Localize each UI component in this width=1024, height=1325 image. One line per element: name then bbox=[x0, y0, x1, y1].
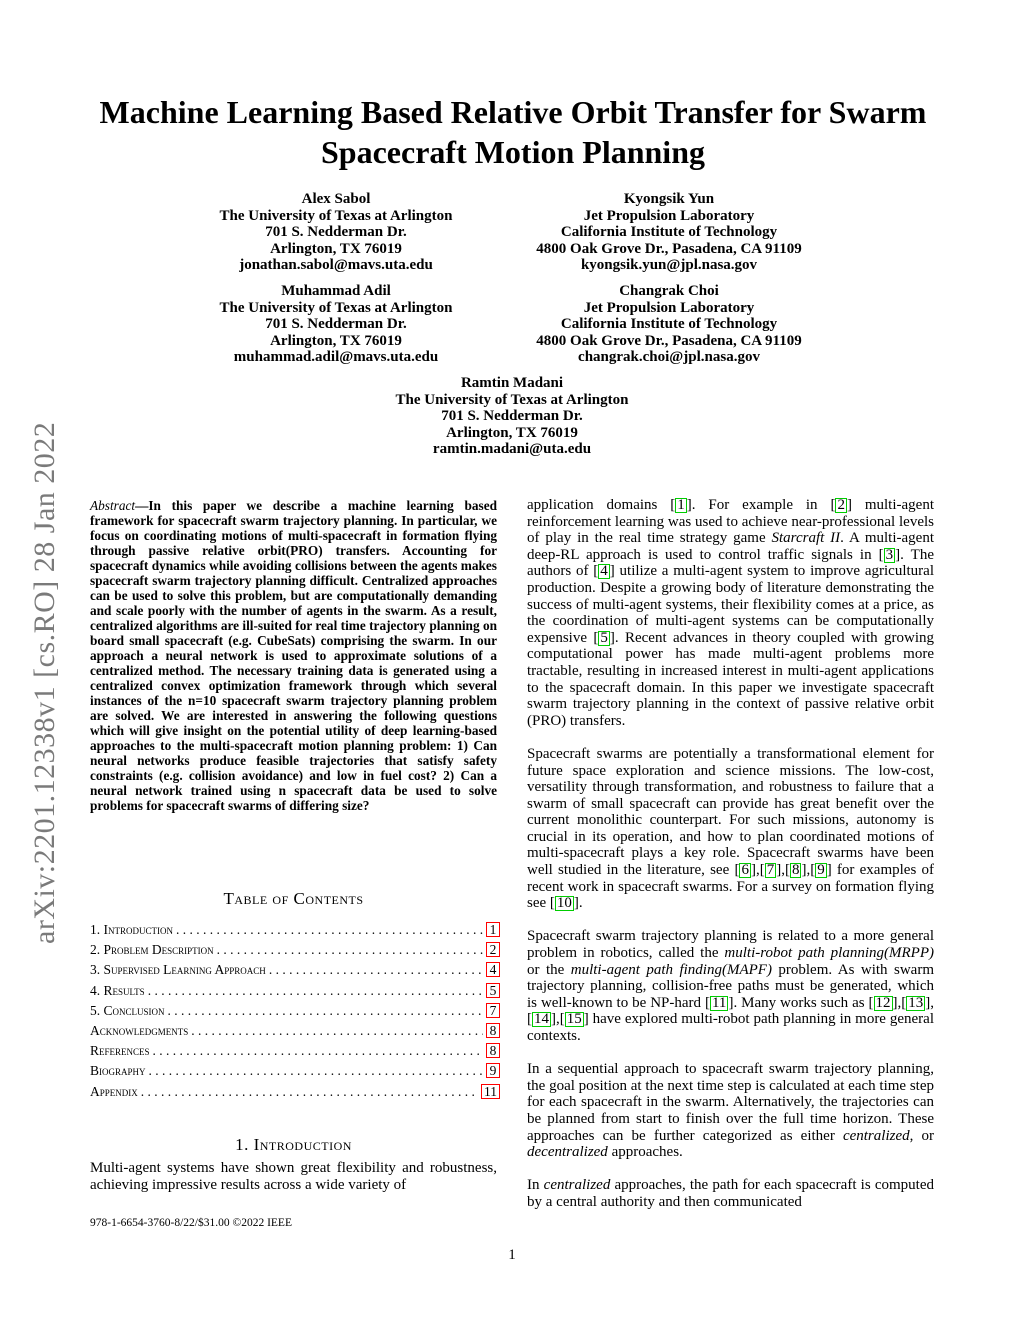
paragraph-sequential bbox=[527, 1061, 934, 1161]
toc-label: Appendix bbox=[90, 1083, 138, 1099]
term-mapf: multi-agent path finding(MAPF) bbox=[570, 961, 772, 978]
toc-page-link[interactable]: 8 bbox=[486, 1043, 500, 1058]
toc-leader bbox=[217, 940, 483, 960]
author-email: muhammad.adil@mavs.uta.edu bbox=[233, 349, 439, 366]
toc-label: 3. Supervised Learning Approach bbox=[90, 962, 266, 978]
term-centralized: centralized bbox=[842, 1127, 910, 1144]
introduction-paragraph: Multi-agent systems have shown great flexibility and robustness, achieving impressive results across a wide variety of bbox=[90, 1160, 497, 1193]
author-block-yun bbox=[509, 191, 829, 274]
term-centralized: centralized bbox=[543, 1177, 611, 1194]
citation-link[interactable]: 13 bbox=[908, 994, 924, 1011]
author-affiliation: Jet Propulsion Laboratory bbox=[583, 299, 755, 316]
toc-page-link[interactable]: 5 bbox=[486, 983, 500, 998]
toc-entry-introduction[interactable] bbox=[90, 920, 500, 940]
term-decentralized: decentralized bbox=[527, 1144, 608, 1161]
author-address: California Institute of Technology bbox=[560, 316, 778, 333]
text-run: , bbox=[781, 862, 785, 879]
author-address: Arlington, TX 76019 bbox=[446, 424, 578, 441]
page-number: 1 bbox=[508, 1247, 516, 1263]
author-affiliation: The University of Texas at Arlington bbox=[219, 299, 453, 316]
text-run: utilize a multi-agent system to improve agricultural production. Despite a growing body of literature demonstrating the success of multi-agent systems, their flexibility comes at a price, as the coordination of multi-agent systems can be computationally expensive bbox=[527, 563, 934, 646]
toc-page-link[interactable]: 9 bbox=[486, 1063, 500, 1078]
text-run: . Recent advances in theory coupled with growing computational power has made multi-agent problems more tractable, resulting in increased interest in multi-agent applications to the spacecraft domain. In this paper we investigate spacecraft swarm trajectory planning in the context of passive relative orbit (PRO) transfers. bbox=[527, 629, 934, 729]
citation-link[interactable]: 9 bbox=[817, 862, 825, 879]
text-run: , or bbox=[909, 1127, 934, 1144]
toc-page-link[interactable]: 7 bbox=[486, 1003, 500, 1018]
toc-leader bbox=[141, 1082, 478, 1102]
game-title: Starcraft II bbox=[771, 530, 841, 547]
author-address: California Institute of Technology bbox=[560, 224, 778, 241]
toc-page-link[interactable]: 4 bbox=[486, 962, 500, 977]
author-affiliation: The University of Texas at Arlington bbox=[219, 207, 453, 224]
citation-link[interactable]: 15 bbox=[566, 1011, 582, 1028]
text-run: , bbox=[897, 994, 902, 1011]
toc-entry-results[interactable] bbox=[90, 981, 500, 1001]
citation-link[interactable]: 3 bbox=[885, 546, 894, 563]
abstract-text: In this paper we describe a machine learning based framework for spacecraft swarm trajectory planning. In particular, we focus on coordinating motions of multi-spacecraft in formation flying through passive relative orbit(PRO) transfers. Accounting for spacecraft dynamics while avoiding collisions between the agents makes spacecraft swarm trajectory planning difficult. Centralized approaches can be used to solve this problem, but are computationally demanding and scale poorly with the number of agents in the swarm. As a result, centralized algorithms are ill-suited for real time trajectory planning on board small spacecraft (e.g. CubeSats) comprising the swarm. In our approach a neural network is used to approximate solutions of a centralized method. The necessary training data is generated using a centralized convex optimization framework through which several instances of the n=10 spacecraft swarm trajectory planning problem are solved. We are interested in answering the following questions which will give insight on the potential utility of deep learning-based approaches to the multi-spacecraft motion planning problem: 1) Can neural networks produce feasible trajectories that satisfy safety constraints (e.g. collision avoidance) and low in fuel cost? 2) Can a neural network trained using n spacecraft data be used to solve problems for spacecraft swarms of differing size? bbox=[90, 498, 497, 813]
toc-label: 2. Problem Description bbox=[90, 942, 214, 958]
toc-entry-references[interactable] bbox=[90, 1041, 500, 1061]
text-run: In bbox=[527, 1177, 544, 1194]
paragraph-centralized bbox=[527, 1177, 934, 1210]
text-run: , bbox=[806, 862, 811, 879]
author-address: 701 S. Nedderman Dr. bbox=[265, 224, 407, 241]
toc-leader bbox=[149, 1061, 483, 1081]
text-run: . A multi-agent deep-RL approach is used to control traffic signals in bbox=[527, 530, 934, 563]
section-heading-introduction: 1. Introduction bbox=[235, 1135, 352, 1154]
citation-link[interactable]: 5 bbox=[600, 629, 608, 646]
citation-link[interactable]: 8 bbox=[791, 862, 800, 879]
text-run: Spacecraft swarms are potentially a transformational element for future space exploration and science missions. The low-cost, versatility through transformation, and robustness to failure that a swarm of small spacecraft can provide has great benefit over the current monolithic counterpart. For such missions, autonomy is crucial in its operation, and how to plan coordinated motions of multi-spacecraft plays a key role. Spacecraft swarms have been well studied in the literature, see bbox=[527, 745, 934, 879]
toc-entry-conclusion[interactable] bbox=[90, 1001, 500, 1021]
author-email: kyongsik.yun@jpl.nasa.gov bbox=[580, 257, 758, 274]
right-column bbox=[527, 497, 934, 1227]
copyright-notice: 978-1-6654-3760-8/22/$31.00 ©2022 IEEE bbox=[90, 1217, 292, 1229]
author-email: jonathan.sabol@mavs.uta.edu bbox=[239, 257, 433, 274]
toc-entry-acknowledgments[interactable] bbox=[90, 1021, 500, 1041]
toc-heading: Table of Contents bbox=[223, 889, 364, 908]
text-run: problem. As with swarm trajectory planning, collision-free paths must be generated, which is well-known to be NP-hard bbox=[527, 961, 934, 1011]
text-run: . Many works such as bbox=[733, 994, 869, 1011]
author-email: changrak.choi@jpl.nasa.gov bbox=[578, 349, 760, 366]
abstract-dash: — bbox=[135, 498, 149, 513]
author-block-choi bbox=[509, 283, 829, 366]
citation-link[interactable]: 4 bbox=[600, 563, 608, 580]
text-run: , bbox=[930, 994, 935, 1011]
text-run: In a sequential approach to spacecraft swarm trajectory planning, the goal position at the next time step is calculated at each time step for each spacecraft in the swarm. Alternatively, the trajectories can be planned from start to finish over the full time horizon. These approaches can be further categorized as either bbox=[527, 1061, 934, 1144]
toc-leader bbox=[191, 1021, 483, 1041]
paragraph-path-planning: Spacecraft swarm trajectory planning is related to a more general problem in robotics, called the multi-robot path planning(MRPP) or the multi-agent path finding(MAPF) problem. As with swarm trajectory planning, collision-free paths must be generated, which is well-known to be NP-hard [ 11 ]. Many works such as [ 12 ],[ 13 ],[ 14 ],[ 15 ] have explored multi-robot path planning in more general contexts. bbox=[527, 928, 935, 1044]
author-address: Arlington, TX 76019 bbox=[270, 332, 402, 349]
toc-leader bbox=[176, 920, 483, 940]
toc-page-link[interactable]: 1 bbox=[486, 922, 500, 937]
paragraph-applications: application domains [ 1 ]. For example in [ 2 ] multi-agent reinforcement learning was used to achieve near-professional levels of play in the real time strategy game Starcraft II. A multi-agent deep-RL approach is used to control traffic signals in [ 3 ]. The authors of [ 4 ] utilize a multi-agent system to improve agricultural production. Despite a growing body of literature demonstrating the success of multi-agent systems, their flexibility comes at a price, as the coordination of multi-agent systems can be computationally expensive [ 5 ]. Recent advances in theory coupled with growing computational power has made multi-agent problems more tractable, resulting in increased interest in multi-agent applications to the spacecraft domain. In this paper we investigate spacecraft swarm trajectory planning in the context of passive relative orbit (PRO) transfers. bbox=[527, 497, 934, 729]
toc-entry-appendix[interactable] bbox=[90, 1082, 500, 1102]
text-run: . bbox=[578, 895, 583, 912]
text-run: , bbox=[755, 862, 760, 879]
author-address: 701 S. Nedderman Dr. bbox=[441, 408, 583, 425]
author-address: 4800 Oak Grove Dr., Pasadena, CA 91109 bbox=[536, 240, 802, 257]
citation-link[interactable]: 12 bbox=[875, 994, 891, 1011]
term-mrpp: multi-robot path planning(MRPP) bbox=[724, 945, 934, 962]
author-name: Muhammad Adil bbox=[281, 283, 391, 299]
toc-leader bbox=[153, 1041, 483, 1061]
author-affiliation: The University of Texas at Arlington bbox=[395, 391, 629, 408]
author-name: Changrak Choi bbox=[619, 283, 719, 299]
toc-entry-problem-description[interactable] bbox=[90, 940, 500, 960]
citation-link[interactable]: 6 bbox=[741, 862, 749, 879]
abstract-label: Abstract bbox=[90, 498, 136, 513]
text-run: application domains bbox=[527, 497, 671, 513]
text-run: have explored multi-robot path planning in more general contexts. bbox=[527, 1011, 934, 1044]
citation-link[interactable]: 11 bbox=[711, 994, 727, 1011]
text-run: , bbox=[556, 1011, 560, 1028]
toc-page-link[interactable]: 2 bbox=[486, 942, 500, 957]
toc-label: Biography bbox=[90, 1063, 146, 1079]
author-email: ramtin.madani@uta.edu bbox=[432, 441, 592, 458]
table-of-contents bbox=[90, 920, 500, 1102]
toc-label: Acknowledgments bbox=[90, 1023, 189, 1039]
text-run: Spacecraft swarm trajectory planning is related to a more general problem in robotics, called the bbox=[527, 928, 934, 962]
paragraph-swarms: Spacecraft swarms are potentially a transformational element for future space exploration and science missions. The low-cost, versatility through transformation, and robustness to failure that a swarm of small spacecraft can provide has great benefit over the current monolithic counterpart. For such missions, autonomy is crucial in its operation, and how to plan coordinated motions of multi-spacecraft plays a key role. Spacecraft swarms have been well studied in the literature, see [ 6 ],[ 7 ],[ 8 ],[ 9 ] for examples of recent work in spacecraft swarms. For a survey on formation flying see [ 10 ]. bbox=[527, 745, 934, 912]
toc-leader bbox=[269, 960, 483, 980]
author-affiliation: Jet Propulsion Laboratory bbox=[583, 207, 755, 224]
text-run: or the bbox=[527, 961, 571, 978]
author-address: Arlington, TX 76019 bbox=[270, 240, 402, 257]
citation-link[interactable]: 14 bbox=[534, 1011, 549, 1028]
citation-link[interactable]: 10 bbox=[556, 895, 572, 912]
citation-link[interactable]: 2 bbox=[837, 497, 845, 513]
text-run: approaches. bbox=[607, 1144, 683, 1161]
text-run: . The authors of bbox=[527, 546, 934, 580]
author-address: 701 S. Nedderman Dr. bbox=[265, 316, 407, 333]
toc-page-link[interactable]: 8 bbox=[486, 1023, 500, 1038]
text-run: . For example in bbox=[691, 497, 831, 513]
arxiv-identifier: arXiv:2201.12338v1 [cs.RO] 28 Jan 2022 bbox=[28, 421, 61, 944]
toc-label: 4. Results bbox=[90, 982, 145, 998]
toc-entry-supervised-learning[interactable] bbox=[90, 960, 500, 980]
toc-label: 5. Conclusion bbox=[90, 1002, 165, 1018]
author-block-sabol bbox=[176, 191, 496, 274]
author-address: 4800 Oak Grove Dr., Pasadena, CA 91109 bbox=[536, 332, 802, 349]
citation-link[interactable]: 1 bbox=[677, 497, 685, 513]
toc-page-link[interactable]: 11 bbox=[481, 1084, 500, 1099]
author-block-adil bbox=[176, 283, 496, 366]
toc-label: References bbox=[90, 1043, 150, 1059]
author-name: Ramtin Madani bbox=[460, 375, 564, 391]
toc-leader bbox=[168, 1001, 483, 1021]
author-name: Alex Sabol bbox=[301, 191, 371, 207]
toc-leader bbox=[148, 981, 483, 1001]
paper-title: Machine Learning Based Relative Orbit Transfer for Swarm Spacecraft Motion Planning bbox=[99, 94, 927, 170]
author-name: Kyongsik Yun bbox=[623, 191, 715, 207]
text-run: multi-agent reinforcement learning was used to achieve near-professional levels of play in the real time strategy game bbox=[527, 497, 934, 547]
text-run: for examples of recent work in spacecraft swarms. For a survey on formation flying see bbox=[527, 862, 934, 912]
citation-link[interactable]: 7 bbox=[766, 862, 775, 879]
toc-label: 1. Introduction bbox=[90, 922, 173, 937]
author-block-madani bbox=[352, 375, 672, 458]
text-run: approaches, the path for each spacecraft is computed by a central authority and then communicated bbox=[527, 1177, 934, 1210]
abstract bbox=[90, 498, 497, 813]
toc-entry-biography[interactable] bbox=[90, 1061, 500, 1081]
